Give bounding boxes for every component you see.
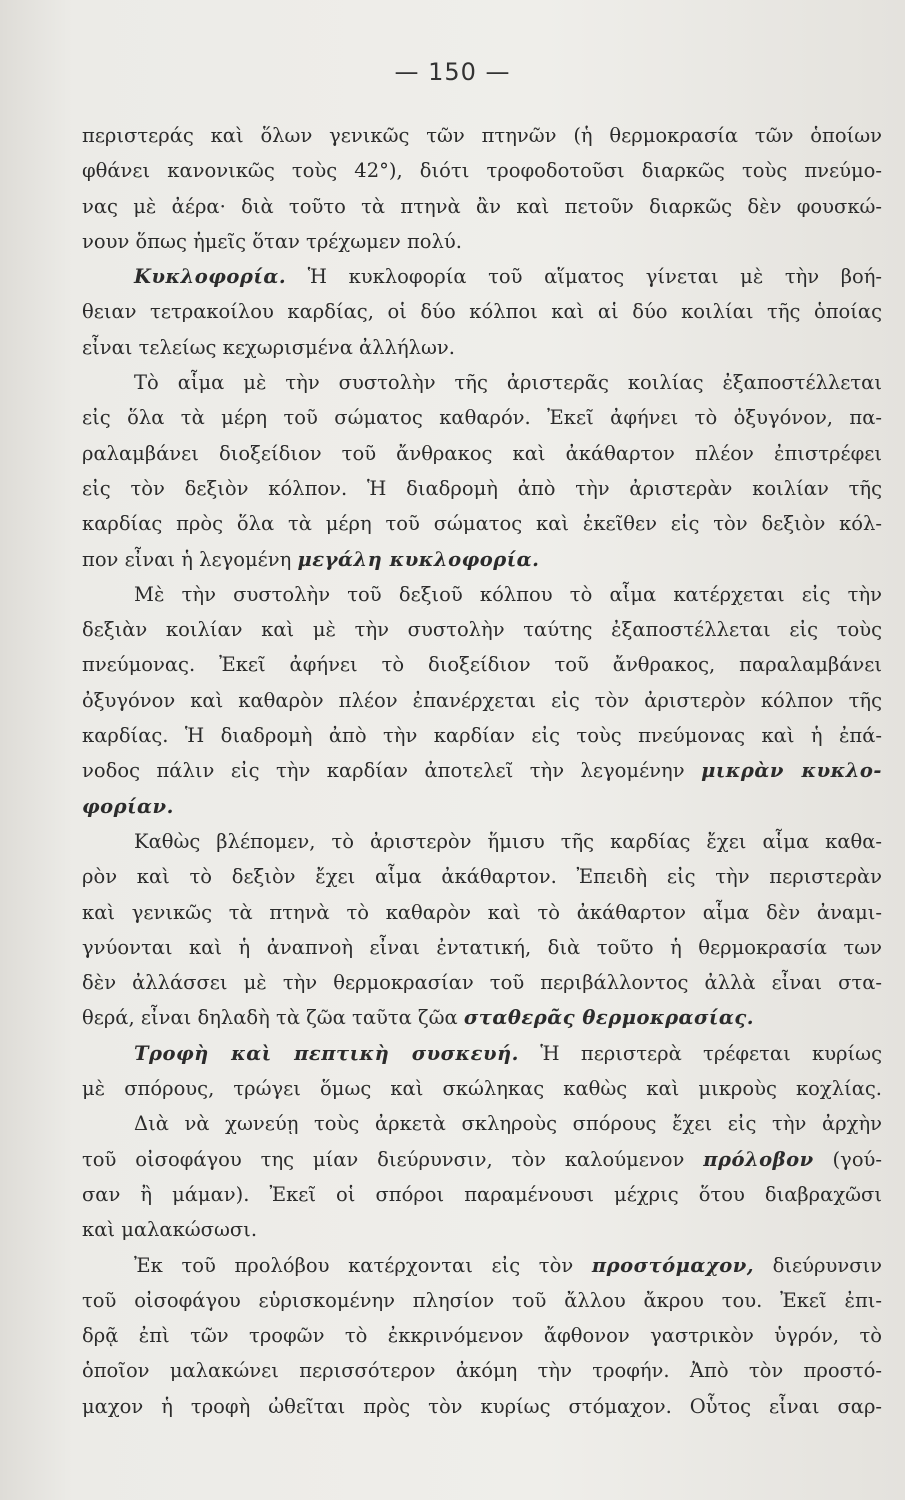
line-text: ρὸν καὶ τὸ δεξιὸν ἔχει αἷμα ἀκάθαρτον. Ἐπειδὴ εἰς τὴν περιστερὰν: [82, 865, 882, 889]
text-line: [82, 930, 882, 965]
text-line: [82, 683, 882, 718]
text-line: [82, 330, 882, 365]
text-line: [82, 824, 882, 859]
text-line: [82, 1036, 882, 1071]
line-text: καὶ μαλακώσωσι.: [82, 1218, 258, 1242]
text-line: [82, 400, 882, 435]
emphasized-term: μικρὰν κυκλο-: [701, 759, 883, 783]
line-text: νας μὲ ἀέρα· διὰ τοῦτο τὰ πτηνὰ ἂν καὶ πετοῦν διαρκῶς δὲν φουσκώ-: [82, 194, 882, 218]
line-text: καρδίας πρὸς ὅλα τὰ μέρη τοῦ σώματος καὶ ἐκεῖθεν εἰς τὸν δεξιὸν κόλ-: [82, 512, 882, 536]
emphasized-term: προστόμαχον,: [591, 1253, 755, 1277]
text-line: [82, 294, 882, 329]
line-text: Ἐκ τοῦ προλόβου κατέρχονται εἰς τὸν: [134, 1253, 592, 1277]
line-text: νοδος πάλιν εἰς τὴν καρδίαν ἀποτελεῖ τὴν λεγομένην: [82, 759, 702, 783]
text-line: [82, 1106, 882, 1141]
line-text: ὁποῖον μαλακώνει περισσότερον ἀκόμη τὴν τροφήν. Ἀπὸ τὸν προστό-: [82, 1359, 882, 1383]
line-text: δὲν ἀλλάσσει μὲ τὴν θερμοκρασίαν τοῦ περιβάλλοντος ἀλλὰ εἶναι στα-: [82, 971, 882, 995]
line-text: μὲ σπόρους, τρώγει ὅμως καὶ σκώληκας καθὼς καὶ μικροὺς κοχλίας.: [82, 1077, 882, 1101]
line-text: Καθὼς βλέπομεν, τὸ ἀριστερὸν ἥμισυ τῆς καρδίας ἔχει αἷμα καθα-: [134, 829, 882, 853]
text-line: [82, 895, 882, 930]
text-line: [82, 542, 882, 577]
line-text: γνύονται καὶ ἡ ἀναπνοὴ εἶναι ἐντατική, διὰ τοῦτο ἡ θερμοκρασία των: [82, 935, 882, 959]
line-text: φθάνει κανονικῶς τοὺς 42°), διότι τροφοδοτοῦσι διαρκῶς τοὺς πνεύμο-: [82, 159, 882, 183]
line-text: θερά, εἶναι δηλαδὴ τὰ ζῶα ταῦτα ζῶα: [82, 1006, 464, 1030]
text-line: [82, 189, 882, 224]
line-text: Ἡ κυκλοφορία τοῦ αἵματος γίνεται μὲ τὴν βοή-: [286, 265, 882, 289]
text-line: [82, 789, 882, 824]
text-line: [82, 1353, 882, 1388]
text-line: [82, 577, 882, 612]
line-text: πον εἶναι ἡ λεγομένη: [82, 547, 298, 571]
line-text-after: (γού-: [813, 1147, 882, 1171]
line-text: καρδίας. Ἡ διαδρομὴ ἀπὸ τὴν καρδίαν εἰς τοὺς πνεύμονας καὶ ἡ ἐπά-: [82, 724, 882, 748]
line-text: ραλαμβάνει διοξείδιον τοῦ ἄνθρακος καὶ ἀκάθαρτον πλέον ἐπιστρέφει: [82, 441, 882, 465]
text-line: [82, 1248, 882, 1283]
text-line: [82, 506, 882, 541]
line-text-after: διεύρυνσιν: [754, 1253, 883, 1277]
line-text: Τὸ αἷμα μὲ τὴν συστολὴν τῆς ἀριστερᾶς κοιλίας ἐξαποστέλλεται: [134, 371, 882, 395]
line-text: δεξιὰν κοιλίαν καὶ μὲ τὴν συστολὴν ταύτης ἐξαποστέλλεται εἰς τοὺς: [82, 618, 882, 642]
text-line: [82, 1389, 882, 1424]
line-text: Διὰ νὰ χωνεύῃ τοὺς ἀρκετὰ σκληροὺς σπόρους ἔχει εἰς τὴν ἀρχὴν: [134, 1112, 882, 1136]
text-line: [82, 1177, 882, 1212]
line-text: Μὲ τὴν συστολὴν τοῦ δεξιοῦ κόλπου τὸ αἷμα κατέρχεται εἰς τὴν: [134, 582, 882, 606]
line-text: ὀξυγόνον καὶ καθαρὸν πλέον ἐπανέρχεται εἰς τὸν ἀριστερὸν κόλπον τῆς: [82, 688, 882, 712]
line-text: μαχον ἡ τροφὴ ὠθεῖται πρὸς τὸν κυρίως στόμαχον. Οὗτος εἶναι σαρ-: [82, 1394, 882, 1418]
line-text: καὶ γενικῶς τὰ πτηνὰ τὸ καθαρὸν καὶ τὸ ἀκάθαρτον αἷμα δὲν ἀναμι-: [82, 900, 882, 924]
emphasized-term: φορίαν.: [82, 794, 174, 818]
line-text: εἰς ὅλα τὰ μέρη τοῦ σώματος καθαρόν. Ἐκεῖ ἀφήνει τὸ ὀξυγόνον, πα-: [82, 406, 882, 430]
text-line: [82, 718, 882, 753]
text-line: [82, 1071, 882, 1106]
text-line: [82, 224, 882, 259]
line-text: περιστεράς καὶ ὅλων γενικῶς τῶν πτηνῶν (ἡ θερμοκρασία τῶν ὁποίων: [82, 124, 882, 147]
body-text: [82, 118, 882, 1424]
line-text: Ἡ περιστερὰ τρέφεται κυρίως: [518, 1041, 882, 1065]
text-line: [82, 965, 882, 1000]
emphasized-term: σταθερᾶς θερμοκρασίας.: [463, 1006, 755, 1030]
text-line: [82, 365, 882, 400]
section-heading: Κυκλοφορία.: [134, 265, 287, 289]
text-line: [82, 436, 882, 471]
line-text: θειαν τετρακοίλου καρδίας, οἱ δύο κόλποι καὶ αἱ δύο κοιλίαι τῆς ὁποίας: [82, 300, 882, 324]
text-line: [82, 153, 882, 188]
emphasized-term: μεγάλη κυκλοφορία.: [297, 547, 540, 571]
line-text: εἶναι τελείως κεχωρισμένα ἀλλήλων.: [82, 335, 455, 359]
line-text: σαν ἢ μάμαν). Ἐκεῖ οἱ σπόροι παραμένουσι μέχρις ὅτου διαβραχῶσι: [82, 1182, 882, 1206]
text-line: [82, 1000, 882, 1035]
line-text: νουν ὅπως ἡμεῖς ὅταν τρέχωμεν πολύ.: [82, 229, 462, 253]
text-line: [82, 1142, 882, 1177]
text-line: [82, 647, 882, 682]
text-line: [82, 118, 882, 153]
text-line: [82, 612, 882, 647]
text-line: [82, 1283, 882, 1318]
text-line: [82, 471, 882, 506]
text-line: [82, 859, 882, 894]
section-heading: Τροφὴ καὶ πεπτικὴ συσκευή.: [134, 1041, 519, 1065]
line-text: τοῦ οἰσοφάγου εὑρισκομένην πλησίον τοῦ ἄλλου ἄκρου του. Ἐκεῖ ἐπι-: [82, 1288, 882, 1312]
line-text: εἰς τὸν δεξιὸν κόλπον. Ἡ διαδρομὴ ἀπὸ τὴν ἀριστερὰν κοιλίαν τῆς: [82, 476, 882, 500]
line-text: δρᾷ ἐπὶ τῶν τροφῶν τὸ ἐκκρινόμενον ἄφθονον γαστρικὸν ὑγρόν, τὸ: [82, 1324, 882, 1348]
line-text: πνεύμονας. Ἐκεῖ ἀφήνει τὸ διοξείδιον τοῦ ἄνθρακος, παραλαμβάνει: [82, 653, 882, 677]
line-text: τοῦ οἰσοφάγου της μίαν διεύρυνσιν, τὸν καλούμενον: [82, 1147, 704, 1171]
page-number: — 150 —: [394, 58, 511, 86]
emphasized-term: πρόλοβον: [703, 1147, 814, 1171]
text-line: [82, 1318, 882, 1353]
text-line: [82, 753, 882, 788]
text-line: [82, 1212, 882, 1247]
text-line: [82, 259, 882, 294]
